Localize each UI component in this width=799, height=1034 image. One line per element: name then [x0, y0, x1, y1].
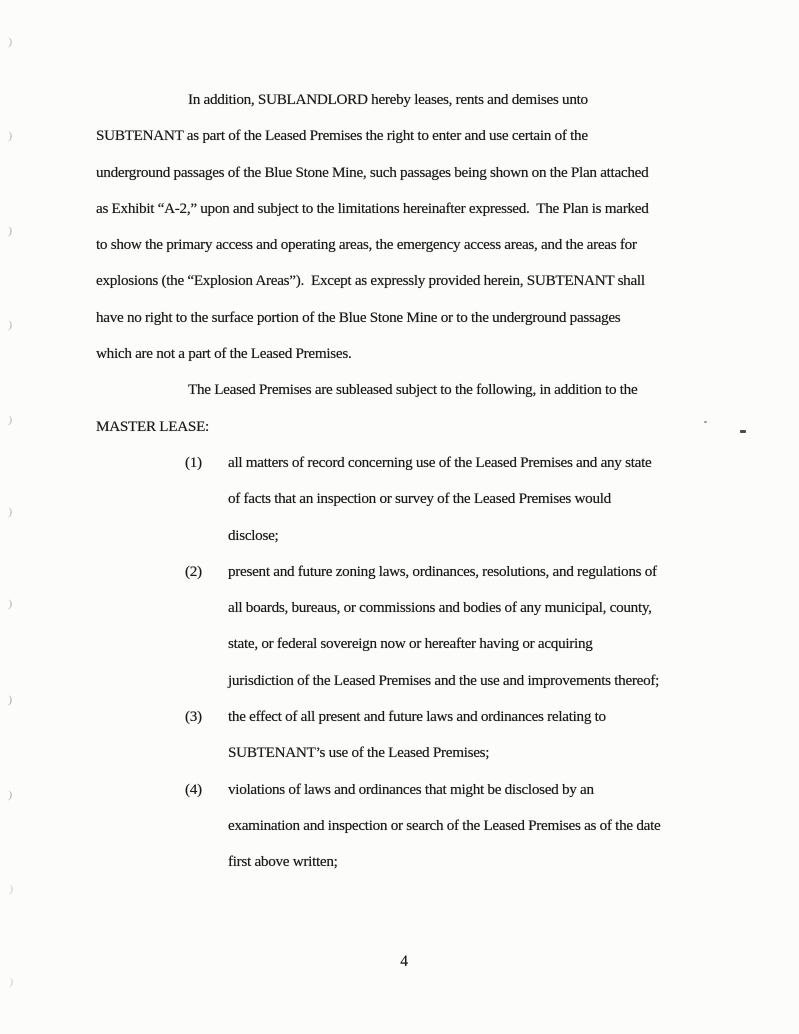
list-item-number: (1) — [185, 453, 202, 471]
text-line: In addition, SUBLANDLORD hereby leases, rents and demises unto — [188, 91, 588, 108]
document-body — [96, 82, 766, 881]
text-line: the effect of all present and future laws and ordinances relating to — [228, 708, 606, 726]
scan-artifact-mark: ) — [7, 597, 14, 611]
text-line: underground passages of the Blue Stone Mine, such passages being shown on the Plan attached — [96, 163, 649, 181]
scan-artifact-mark: ) — [7, 788, 14, 802]
paragraph-sublandlord-demise — [96, 82, 766, 372]
text-line: SUBTENANT as part of the Leased Premises the right to enter and use certain of the — [96, 127, 588, 145]
text-line: examination and inspection or search of the Leased Premises as of the date — [228, 816, 661, 834]
scan-artifact-mark: ) — [7, 505, 14, 519]
text-line: all boards, bureaus, or commissions and bodies of any municipal, county, — [228, 599, 652, 617]
scan-artifact-mark: ) — [7, 413, 14, 427]
list-item-1 — [96, 445, 766, 554]
text-line: to show the primary access and operating areas, the emergency access areas, and the areas for — [96, 236, 637, 254]
list-item-number: (3) — [185, 708, 202, 726]
text-line: as Exhibit “A-2,” upon and subject to the limitations hereinafter expressed. The Plan is marked — [96, 199, 649, 217]
paragraph-sublease-subject-to — [96, 372, 766, 445]
scan-artifact-mark: ) — [7, 35, 14, 49]
text-line: jurisdiction of the Leased Premises and the use and improvements thereof; — [228, 671, 660, 689]
scan-artifact-mark: ) — [7, 224, 14, 238]
text-line: The Leased Premises are subleased subject to the following, in addition to the — [188, 381, 638, 399]
scan-artifact-mark: ) — [7, 318, 14, 332]
list-item-4 — [96, 772, 766, 881]
text-line: explosions (the “Explosion Areas”). Except as expressly provided herein, SUBTENANT shall — [96, 272, 645, 290]
text-line: all matters of record concerning use of the Leased Premises and any state — [228, 453, 652, 471]
page-number: 4 — [400, 953, 408, 970]
text-line: which are not a part of the Leased Premises. — [96, 345, 352, 363]
scan-artifact-mark: ) — [7, 129, 14, 143]
list-item-number: (4) — [185, 780, 202, 798]
text-line: violations of laws and ordinances that might be disclosed by an — [228, 780, 594, 798]
text-line: MASTER LEASE: — [96, 417, 209, 435]
scan-artifact-mark: ) — [7, 693, 14, 707]
text-line: have no right to the surface portion of the Blue Stone Mine or to the underground passages — [96, 308, 621, 326]
list-item-number: (2) — [185, 562, 202, 580]
scan-artifact-mark: ) — [8, 882, 15, 896]
text-line: first above written; — [228, 853, 338, 871]
scan-artifact-mark: ) — [8, 975, 15, 989]
text-line: of facts that an inspection or survey of the Leased Premises would — [228, 490, 611, 508]
text-line: disclose; — [228, 526, 279, 544]
list-item-2 — [96, 554, 766, 699]
text-line: state, or federal sovereign now or hereafter having or acquiring — [228, 635, 593, 653]
text-line: SUBTENANT’s use of the Leased Premises; — [228, 744, 490, 762]
list-item-3 — [96, 699, 766, 772]
text-line: present and future zoning laws, ordinances, resolutions, and regulations of — [228, 562, 657, 580]
